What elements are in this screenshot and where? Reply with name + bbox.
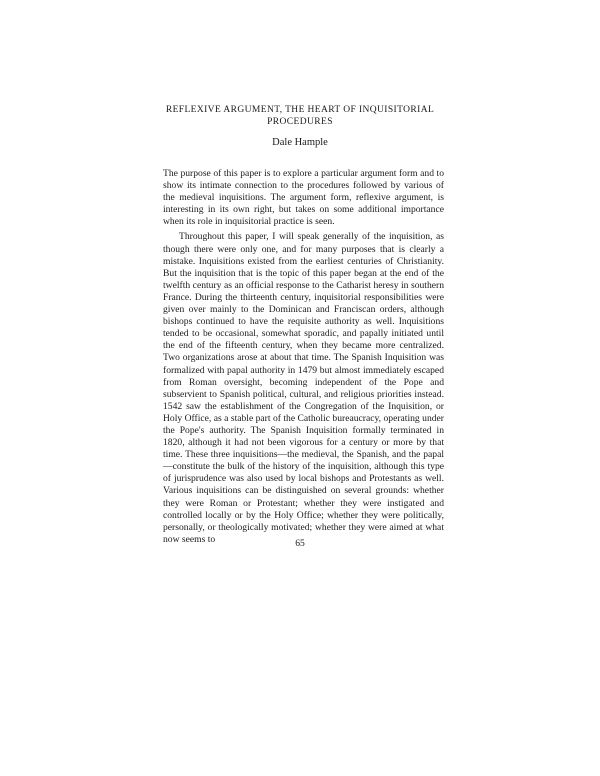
paragraph-2: Throughout this paper, I will speak generally of the inquisition, as though there were only one, and for many purposes that is clearly a mistake. Inquisitions existed from the earliest centuries of Christianity. But the inquisition that is the topic of this paper began at the end of the twelfth century as an official response to the Catharist heresy in southern France. During the thirteenth century, inquisitorial responsibilities were given over mainly to the Dominican and Franciscan orders, although bishops continued to have the requisite authority as well. Inquisitions tended to be occasional, somewhat sporadic, and papally initiated until the end of the fifteenth century, when they became more centralized. Two organizations arose at about that time. The Spanish Inquisition was formalized with papal authority in 1479 but almost immediately escaped from Roman oversight, becoming independent of the Pope and subservient to Spanish political, cultural, and religious priorities instead. 1542 saw the establishment of the Congregation of the Inquisition, or Holy Office, as a stable part of the Catholic bureaucracy, operating under the Pope's authority. The Spanish Inquisition formally terminated in 1820, although it had not been vigorous for a century or more by that time. These three inquisitions—the medieval, the Spanish, and the papal—constitute the bulk of the history of the inquisition, although this type of jurisprudence was also used by local bishops and Protestants as well. Various inquisitions can be distinguished on several grounds: whether they were Roman or Protestant; whether they were instigated and controlled locally or by the Holy Office; whether they were politically, personally, or theologically motivated; whether they were aimed at what now seems to — [163, 231, 444, 545]
paragraph-1: The purpose of this paper is to explore a particular argument form and to show its intimate connection to the procedures followed by various of the medieval inquisitions. The argument form, reflexive argument, is interesting in its own right, but takes on some additional importance when its role in inquisitorial practice is seen. — [163, 168, 444, 228]
author-name: Dale Hample — [272, 137, 328, 148]
page-number: 65 — [295, 538, 305, 549]
body-text — [163, 168, 444, 546]
paper-title: REFLEXIVE ARGUMENT, THE HEART OF INQUISITORIAL PROCEDURES — [165, 105, 435, 127]
